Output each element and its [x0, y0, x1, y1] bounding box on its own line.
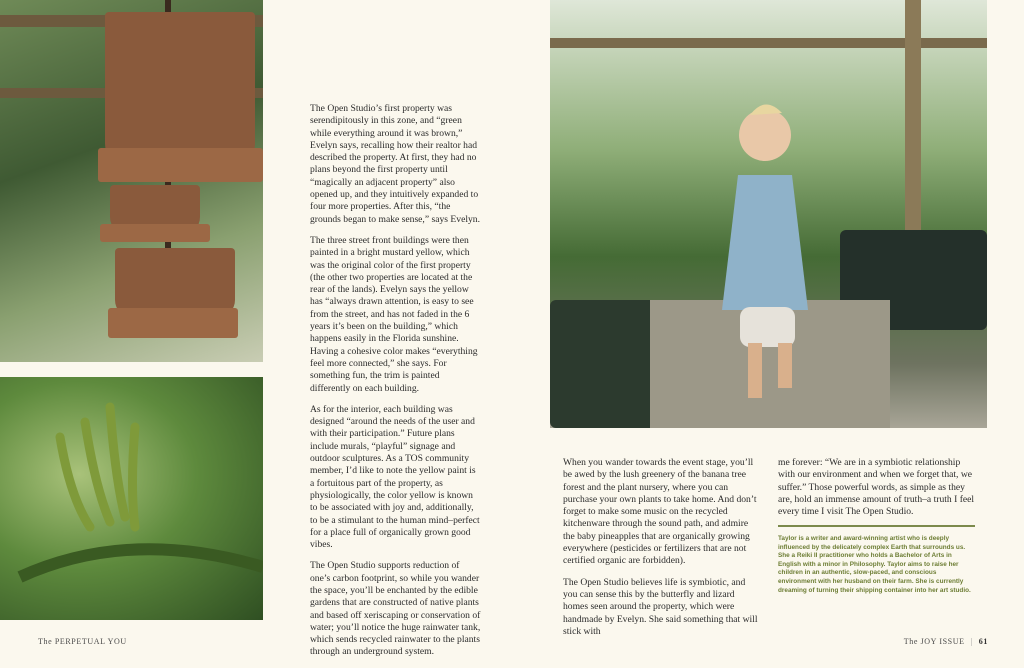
toddler-leg — [748, 343, 762, 398]
pot-rim — [108, 308, 238, 338]
plant-tendril — [85, 422, 110, 522]
toddler-dress — [722, 175, 808, 310]
green-plant-closeup-photo — [0, 377, 263, 620]
terracotta-pot — [105, 12, 255, 162]
bio-divider — [778, 525, 975, 527]
issue-name: The JOY ISSUE — [903, 637, 965, 646]
plant-tendril — [110, 407, 125, 517]
article-column-1 — [310, 103, 482, 668]
left-footer: The PERPETUAL YOU — [38, 637, 127, 646]
plant-tendril — [133, 427, 136, 527]
toddler-figure — [690, 85, 840, 415]
paragraph: The Open Studio believes life is symbiotic, and you can sense this by the butterfly and lizard homes seen around the property, which were handmade by Evelyn. She said something that will stick with — [563, 576, 758, 637]
plant-stem — [20, 549, 263, 577]
paragraph: When you wander towards the event stage, you’ll be awed by the lush greenery of the banana tree forest and the plant nursery, where you can purchase your own plants to take home. And don’t forget to make some music on the recycled kitchenware through the sound path, and admire the baby pineapples that are organically growing everywhere (pesticides or fertilizers that are not certified organic are forbidden). — [563, 457, 757, 567]
paragraph: As for the interior, each building was designed “around the needs of the user and with their participation.” Future plans include murals, “playful” signage and outdoor sculptures. As a TOS community member, I’d like to note the yellow paint is a fortuitous part of the property, as physiologically, the color yellow is known to be associated with joy and, additionally, to be a stimulant to the human mind–perfect for a place full of organically grown good vibes. — [310, 403, 480, 551]
article-column-2 — [563, 457, 759, 647]
plant-illustration — [0, 377, 263, 620]
toddler-shorts — [740, 307, 795, 347]
toddler-head — [739, 109, 791, 161]
pot-rim — [100, 224, 210, 242]
author-bio: Taylor is a writer and award-winning artist who is deeply influenced by the delicately complex Earth that surrounds us. She a Reiki II practitioner who holds a Bachelor of Arts in English with a minor in Philosophy. Taylor aims to raise her children in an authentic, slow-paced, and conscious environment with her husband on their farm. She is currently dreaming of turning their shipping container into her art studio. — [778, 535, 971, 594]
paragraph: The three street front buildings were then painted in a bright mustard yellow, which was the original color of the first property (the other two properties are located at the rear of the lands). Evelyn says the yellow has “always drawn attention, is easy to see from the street, and has not faded in the 6 years it’s been on the building,” which happens easily in the Florida sunshine. Having a cohesive color makes “everything feel more connected,” she says. For something fun, the trim is painted differently on each building. — [310, 234, 478, 394]
article-column-3 — [778, 457, 975, 527]
page-number: 61 — [978, 637, 988, 646]
paragraph: The Open Studio’s first property was serendipitously in this zone, and “green while everything around it was brown,” Evelyn says, recalling how their realtor had described the property. At first, they had no plans beyond the first property until “magically an adjacent property” also opened up, and they intuitively expanded to four more properties. After this, “the grounds began to make sense,” says Evelyn. — [310, 103, 480, 225]
paragraph: me forever: “We are in a symbiotic relationship with our environment and when we forget that, we suffer.” Those powerful words, as simple as they are, hold an immense amount of truth–a truth I feel every time I visit The Open Studio. — [778, 457, 975, 518]
toddler-greenhouse-photo — [550, 0, 987, 428]
paragraph: The Open Studio supports reduction of one’s carbon footprint, so while you wander the space, you’ll be enchanted by the edible gardens that are constructed of native plants and based off xeriscaping or conservation of water; you’ll notice the huge rainwater tank, which sends recycled rainwater to the plants through an underground system. — [310, 560, 481, 658]
terracotta-wind-chime-photo — [0, 0, 263, 362]
right-footer — [904, 637, 988, 646]
pot-rim — [98, 148, 263, 182]
toddler-leg — [778, 343, 792, 388]
greenhouse-beam — [550, 38, 987, 48]
footer-separator: | — [970, 637, 973, 646]
